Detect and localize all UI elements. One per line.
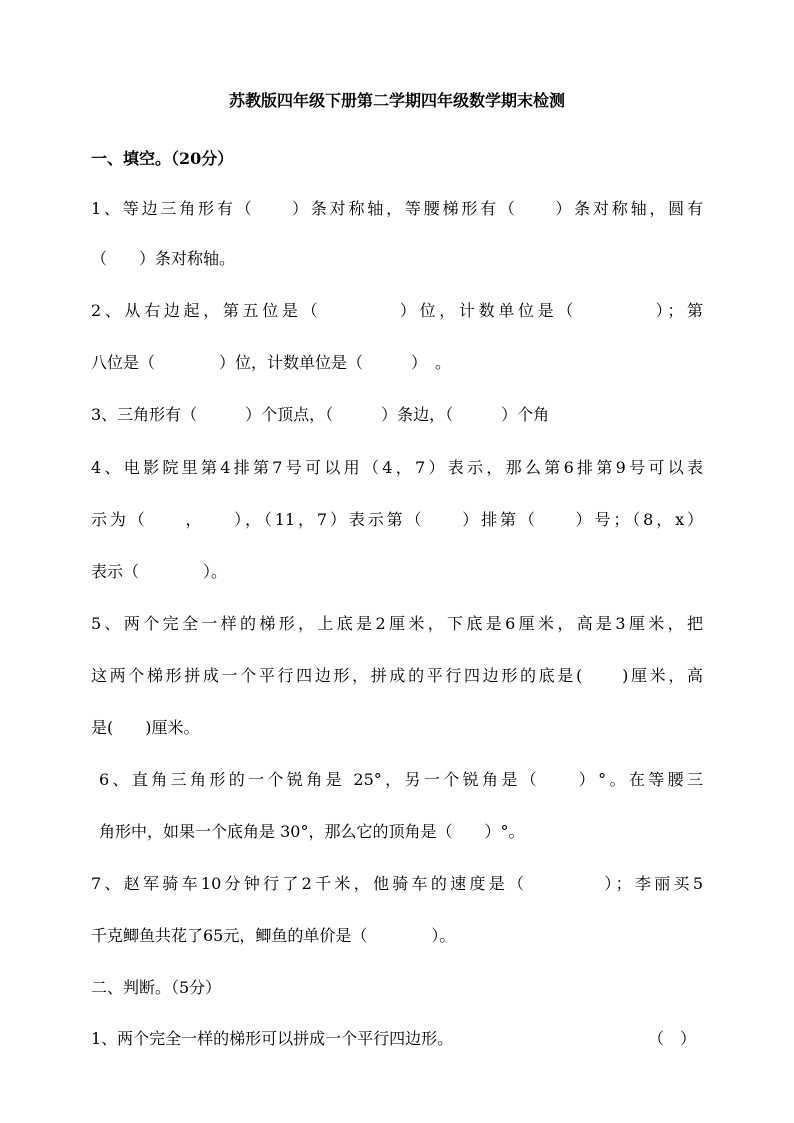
- page-title: 苏教版四年级下册第二学期四年级数学期末检测: [228, 91, 565, 110]
- section-heading-fill-in: 一、填空。（20分）: [91, 149, 234, 168]
- judge-answer-box: （ ）: [648, 1029, 697, 1048]
- question-4-line-2: 示为（ ， ），（11，7）表示第（ ）排第（ ）号；（8，x）: [91, 510, 703, 529]
- question-4-line-3: 表示（ ）。: [91, 562, 228, 581]
- question-7-line-1: 7、赵军骑车10分钟行了2千米，他骑车的速度是（ ）；李丽买5: [91, 874, 703, 893]
- section-heading-true-false: 二、判断。（5分）: [91, 978, 222, 997]
- question-6-line-1: 6、直角三角形的一个锐角是 25°，另一个锐角是（ ）°。在等腰三: [99, 770, 703, 789]
- question-1-line-2: （ ）条对称轴。: [91, 249, 236, 268]
- question-5-line-3: 是( )厘米。: [91, 718, 200, 737]
- question-6-line-2: 角形中，如果一个底角是 30°，那么它的顶角是（ ）°。: [99, 822, 525, 841]
- question-1-line-1: 1、等边三角形有（ ）条对称轴，等腰梯形有（ ）条对称轴，圆有: [91, 199, 703, 218]
- question-2-line-2: 八位是（ ）位，计数单位是（ ） 。: [91, 353, 452, 372]
- question-2-line-1: 2、从右边起，第五位是（ ）位，计数单位是（ ）；第: [91, 301, 703, 320]
- question-5-line-1: 5、两个完全一样的梯形，上底是2厘米，下底是6厘米，高是3厘米，把: [91, 614, 703, 633]
- question-7-line-2: 千克鲫鱼共花了65元，鲫鱼的单价是（ ）。: [91, 926, 456, 945]
- question-5-line-2: 这两个梯形拼成一个平行四边形，拼成的平行四边形的底是( )厘米，高: [91, 666, 703, 685]
- question-3-line-1: 3、三角形有（ ）个顶点，（ ）条边，（ ）个角: [91, 405, 550, 424]
- question-4-line-1: 4、电影院里第4排第7号可以用（4，7）表示，那么第6排第9号可以表: [91, 458, 703, 477]
- judge-question-1: 1、两个完全一样的梯形可以拼成一个平行四边形。: [91, 1029, 454, 1048]
